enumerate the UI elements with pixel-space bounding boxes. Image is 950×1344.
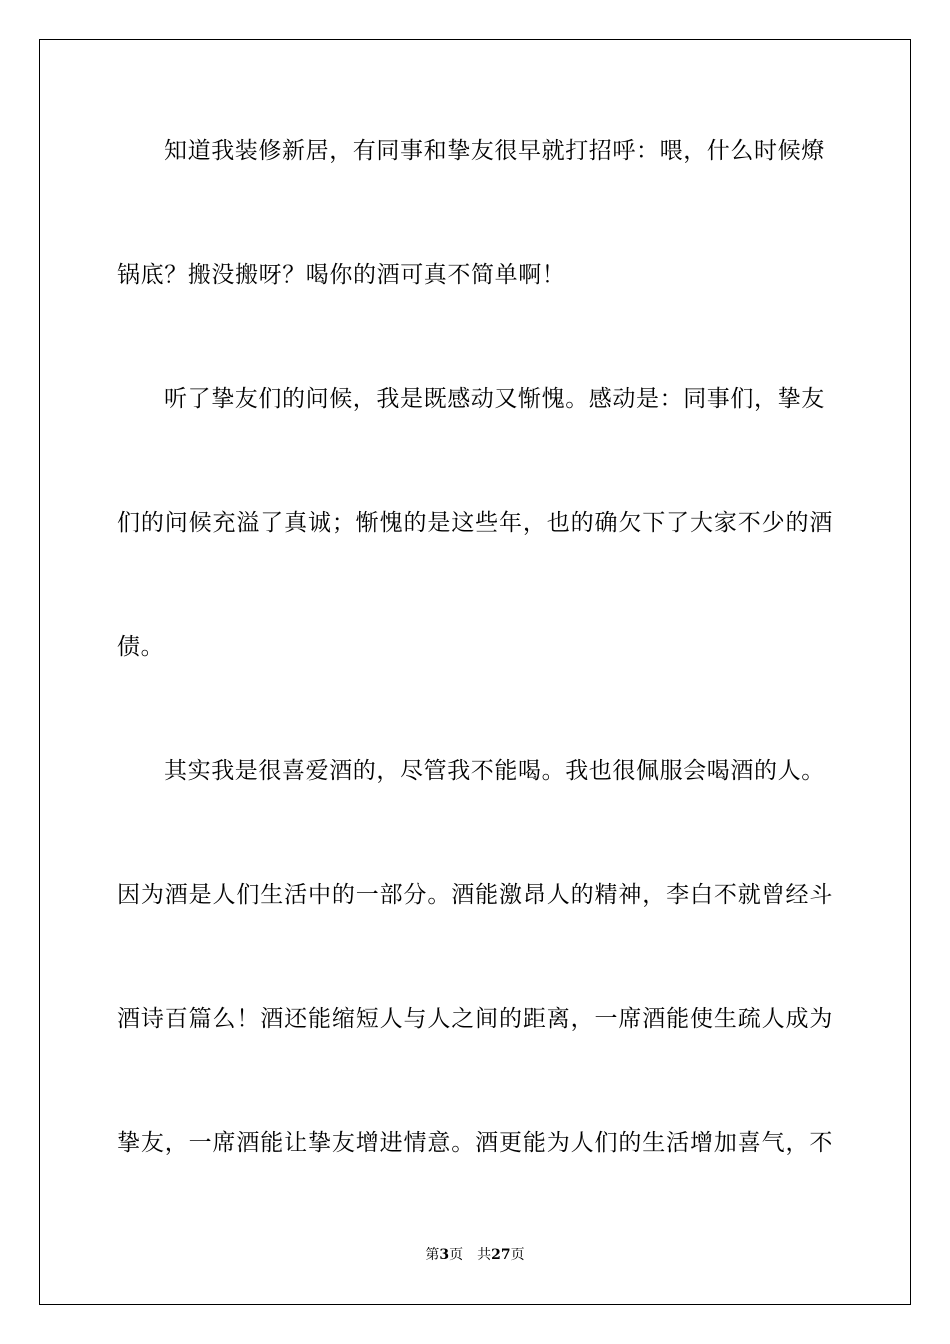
paragraph-3-line-4: 挚友，一席酒能让挚友增进情意。酒更能为人们的生活增加喜气，不 <box>117 1130 833 1156</box>
total-prefix: 共 <box>477 1247 492 1263</box>
paragraph-2-line-3: 债。 <box>117 634 165 660</box>
total-suffix: 页 <box>510 1247 525 1263</box>
paragraph-3-line-3: 酒诗百篇么！酒还能缩短人与人之间的距离，一席酒能使生疏人成为 <box>117 1006 833 1032</box>
paragraph-2-line-1: 听了挚友们的问候，我是既感动又惭愧。感动是：同事们，挚友 <box>164 386 825 412</box>
page-border <box>39 39 911 1305</box>
page-suffix: 页 <box>449 1247 464 1263</box>
paragraph-3-line-2: 因为酒是人们生活中的一部分。酒能激昂人的精神，李白不就曾经斗 <box>117 882 833 908</box>
paragraph-3-line-1: 其实我是很喜爱酒的，尽管我不能喝。我也很佩服会喝酒的人。 <box>164 758 825 784</box>
paragraph-1-line-1: 知道我装修新居，有同事和挚友很早就打招呼：喂，什么时候燎 <box>164 138 825 164</box>
page-prefix: 第 <box>425 1247 440 1263</box>
page-number: 3 <box>439 1247 450 1263</box>
paragraph-1-line-2: 锅底？搬没搬呀？喝你的酒可真不简单啊！ <box>117 262 566 288</box>
page-footer <box>0 1246 950 1264</box>
total-pages: 27 <box>491 1247 511 1263</box>
paragraph-2-line-2: 们的问候充溢了真诚；惭愧的是这些年，也的确欠下了大家不少的酒 <box>117 510 833 536</box>
